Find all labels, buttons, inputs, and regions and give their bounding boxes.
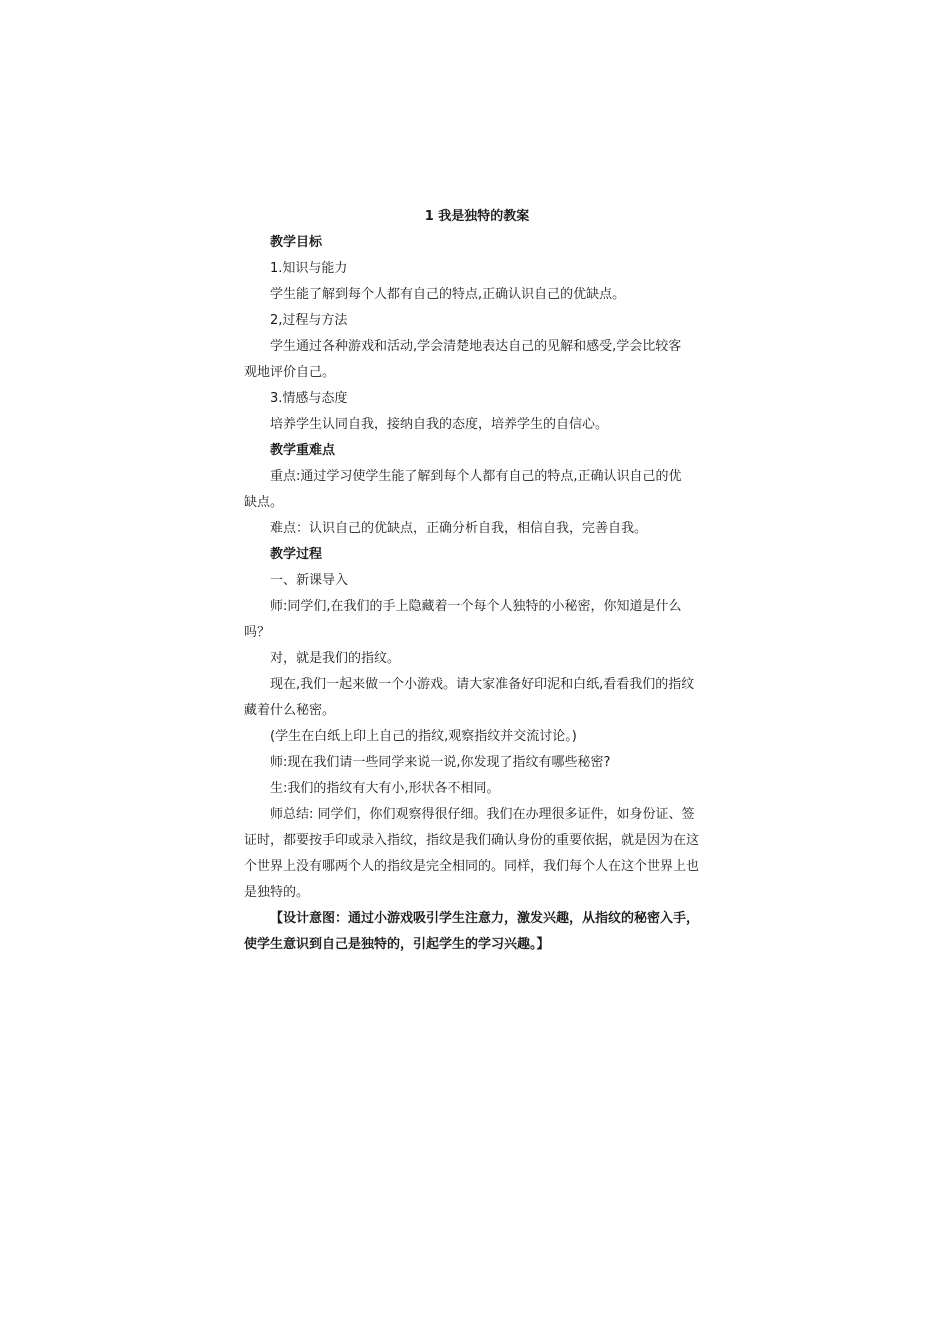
student-answer: 生:我们的指纹有大有小,形状各不相同。 xyxy=(270,781,500,796)
keypoint-line-2: 缺点。 xyxy=(244,495,284,510)
lesson-plan-page xyxy=(244,204,710,958)
objective-2-text-line-1: 学生通过各种游戏和活动,学会清楚地表达自己的见解和感受,学会比较客 xyxy=(270,339,682,354)
objective-1-text: 学生能了解到每个人都有自己的特点,正确认识自己的优缺点。 xyxy=(270,287,626,302)
teacher-question-line-2: 吗？ xyxy=(244,625,271,640)
objective-2-text-line-2: 观地评价自己。 xyxy=(244,365,336,380)
teacher-prompt: 师:现在我们请一些同学来说一说,你发现了指纹有哪些秘密? xyxy=(270,755,611,770)
summary-line-4: 是独特的。 xyxy=(244,885,310,900)
document-title: 1 我是独特的教案 xyxy=(424,209,530,224)
objective-3-heading: 3.情感与态度 xyxy=(270,391,348,406)
summary-line-1: 师总结: 同学们，你们观察得很仔细。我们在办理很多证件，如身份证、签 xyxy=(270,807,695,822)
answer-text: 对，就是我们的指纹。 xyxy=(270,651,401,666)
game-intro-line-1: 现在,我们一起来做一个小游戏。请大家准备好印泥和白纸,看看我们的指纹 xyxy=(270,677,695,692)
objective-3-text: 培养学生认同自我，接纳自我的态度，培养学生的自信心。 xyxy=(270,417,609,432)
objective-2-heading: 2,过程与方法 xyxy=(270,313,348,328)
student-activity: (学生在白纸上印上自己的指纹,观察指纹并交流讨论。) xyxy=(270,729,577,744)
process-heading: 教学过程 xyxy=(270,547,323,562)
design-intent-line-1: 【设计意图：通过小游戏吸引学生注意力，激发兴趣，从指纹的秘密入手， xyxy=(270,911,700,926)
keypoints-heading: 教学重难点 xyxy=(270,443,336,458)
design-intent-line-2: 使学生意识到自己是独特的，引起学生的学习兴趣。】 xyxy=(244,937,550,952)
summary-line-2: 证时，都要按手印或录入指纹，指纹是我们确认身份的重要依据，就是因为在这 xyxy=(244,833,700,848)
keypoint-line-1: 重点:通过学习使学生能了解到每个人都有自己的特点,正确认识自己的优 xyxy=(270,469,682,484)
summary-line-3: 个世界上没有哪两个人的指纹是完全相同的。同样，我们每个人在这个世界上也 xyxy=(244,859,700,874)
objectives-heading: 教学目标 xyxy=(270,235,323,250)
difficulty-text: 难点：认识自己的优缺点，正确分析自我，相信自我，完善自我。 xyxy=(270,521,648,536)
game-intro-line-2: 藏着什么秘密。 xyxy=(244,703,336,718)
teacher-question-line-1: 师:同学们,在我们的手上隐藏着一个每个人独特的小秘密，你知道是什么 xyxy=(270,599,682,614)
section-1-heading: 一、新课导入 xyxy=(270,573,349,588)
objective-1-heading: 1.知识与能力 xyxy=(270,261,348,276)
